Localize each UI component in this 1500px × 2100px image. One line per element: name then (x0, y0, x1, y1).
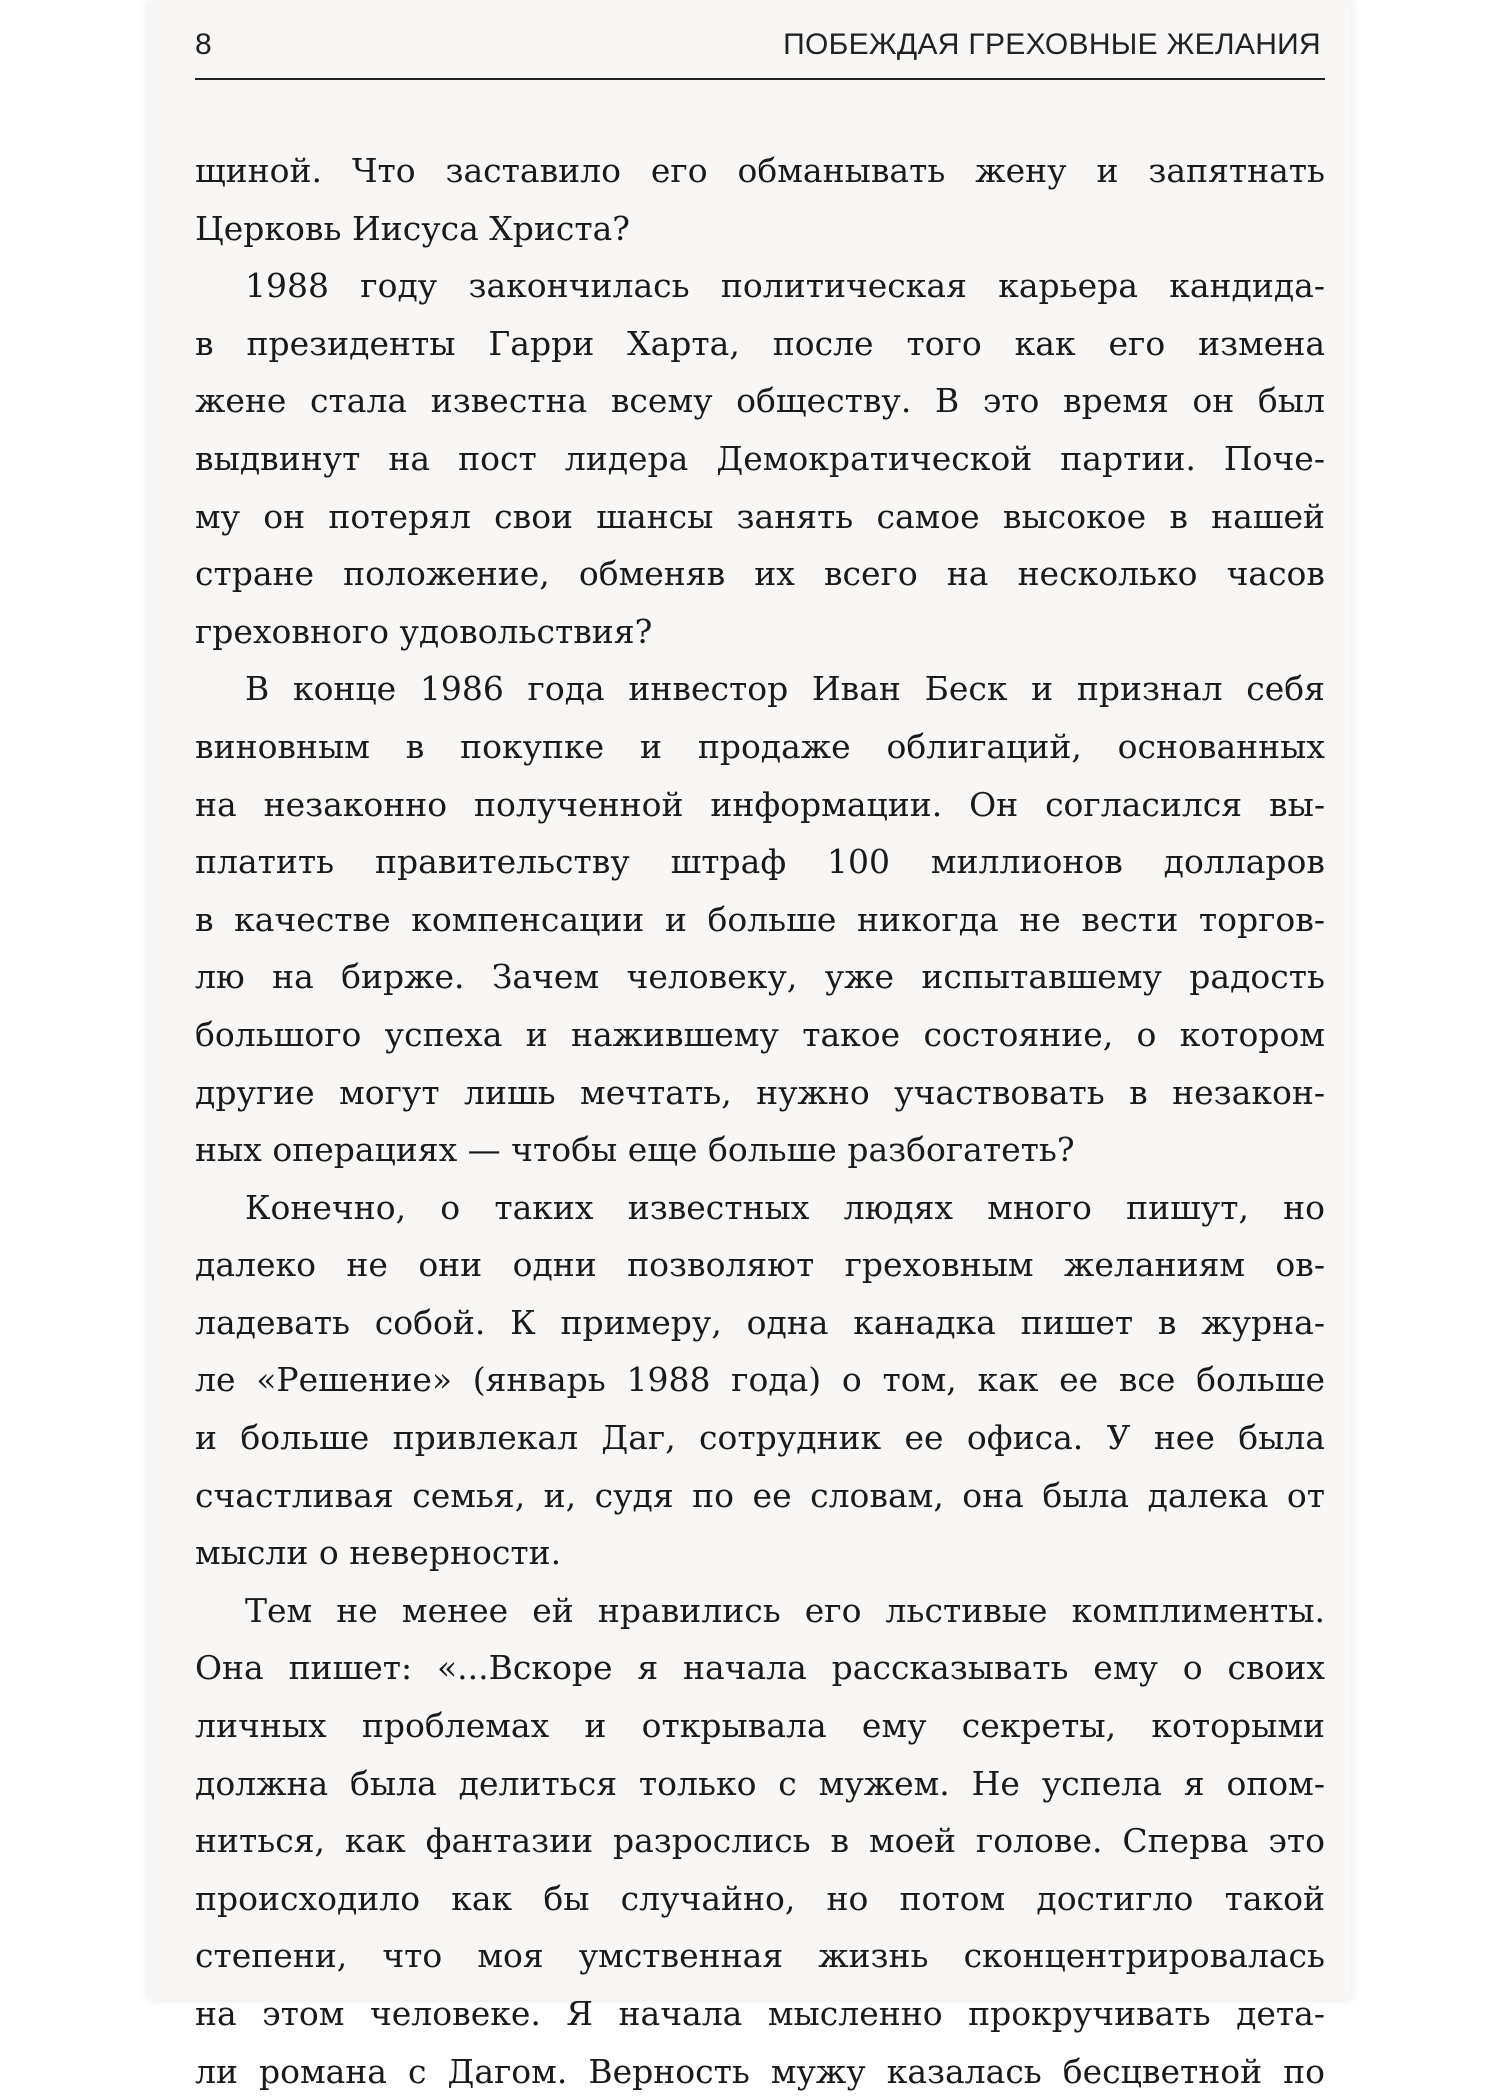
text-line: жене стала известна всему обществу. В это время он был (195, 381, 1325, 421)
text-line: Она пишет: «...Вскоре я начала рассказывать ему о своих (195, 1648, 1325, 1688)
text-line: на незаконно полученной информации. Он согласился вы- (195, 784, 1325, 824)
text-line: степени, что моя умственная жизнь сконцентрировалась (195, 1936, 1325, 1976)
text-line: Церковь Иисуса Христа? (195, 208, 630, 248)
text-line: и больше привлекал Даг, сотрудник ее офиса. У нее была (195, 1418, 1325, 1458)
text-line: должна была делиться только с мужем. Не успела я опом- (195, 1763, 1325, 1803)
text-line: 1988 году закончилась политическая карьера кандида- (245, 266, 1325, 306)
text-line: мысли о неверности. (195, 1533, 562, 1573)
body-text (195, 142, 1325, 2100)
text-line: ных операциях — чтобы еще больше разбогатеть? (195, 1130, 1075, 1170)
text-line: стране положение, обменяв их всего на несколько часов (195, 554, 1325, 594)
text-line: счастливая семья, и, судя по ее словам, она была далека от (195, 1475, 1325, 1515)
text-line: ле «Решение» (январь 1988 года) о том, как ее все больше (195, 1360, 1325, 1400)
text-line: греховного удовольствия? (195, 611, 653, 651)
page-header (195, 28, 1325, 80)
text-line: Тем не менее ей нравились его льстивые комплименты. (245, 1590, 1325, 1630)
running-title: ПОБЕЖДАЯ ГРЕХОВНЫЕ ЖЕЛАНИЯ (783, 28, 1321, 61)
text-line: в качестве компенсации и больше никогда не вести торгов- (195, 899, 1325, 939)
text-line: лю на бирже. Зачем человеку, уже испытавшему радость (195, 957, 1325, 997)
text-line: большого успеха и нажившему такое состояние, о котором (195, 1014, 1325, 1054)
text-line: в президенты Гарри Харта, после того как его измена (195, 323, 1325, 363)
text-line: щиной. Что заставило его обманывать жену и запятнать (195, 151, 1325, 190)
text-line: происходило как бы случайно, но потом достигло такой (195, 1878, 1325, 1918)
text-line: ли романа с Дагом. Верность мужу казалась бесцветной по (195, 2051, 1325, 2091)
text-line: выдвинут на пост лидера Демократической партии. Поче- (195, 438, 1325, 478)
text-line: на этом человеке. Я начала мысленно прокручивать дета- (195, 1994, 1325, 2033)
text-line: платить правительству штраф 100 миллионов долларов (195, 842, 1325, 882)
text-line: В конце 1986 года инвестор Иван Беск и признал себя (245, 669, 1325, 709)
text-line: виновным в покупке и продаже облигаций, основанных (195, 726, 1325, 766)
text-line: Конечно, о таких известных людях много пишут, но (245, 1187, 1325, 1227)
text-line: личных проблемах и открывала ему секреты, которыми (195, 1706, 1325, 1746)
text-line: ниться, как фантазии разрослись в моей голове. Сперва это (195, 1821, 1325, 1861)
page-number: 8 (195, 28, 213, 61)
text-line: му он потерял свои шансы занять самое высокое в нашей (195, 496, 1325, 536)
text-line: ладевать собой. К примеру, одна канадка пишет в журна- (195, 1302, 1325, 1342)
text-line: другие могут лишь мечтать, нужно участвовать в незакон- (195, 1072, 1325, 1112)
text-line: далеко не они одни позволяют греховным желаниям ов- (195, 1245, 1325, 1285)
